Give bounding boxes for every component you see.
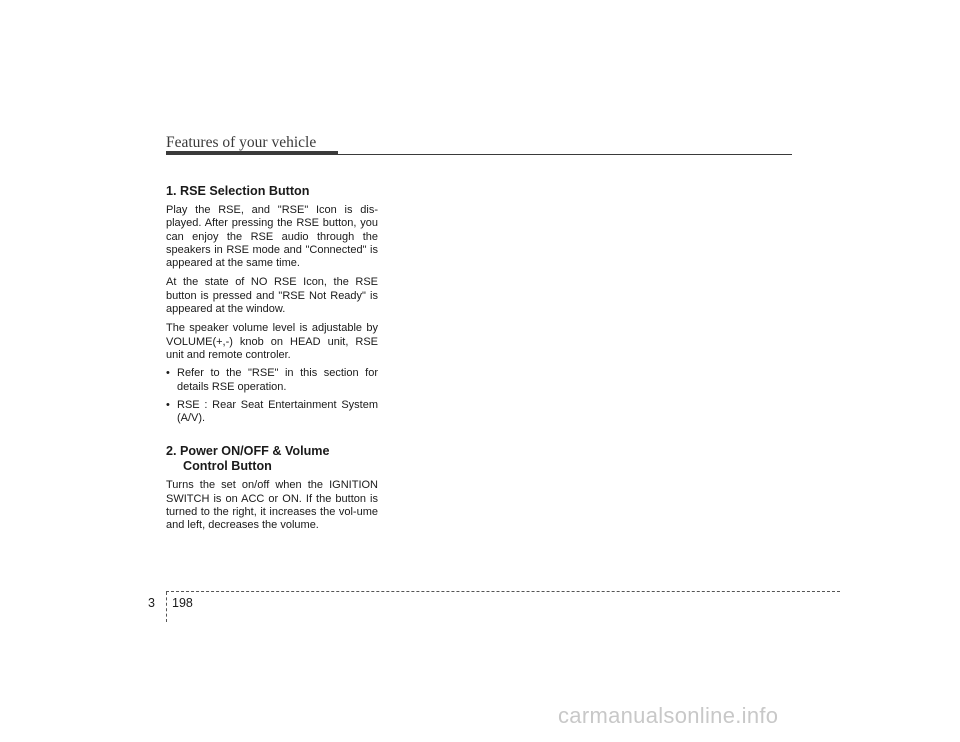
paragraph: Play the RSE, and "RSE" Icon is dis-played. After pressing the RSE button, you can enjoy the RSE audio through the speakers in RSE mode and "Connected" is appeared at the same time.: [166, 204, 378, 270]
section-heading-rse-selection: 1. RSE Selection Button: [166, 184, 310, 198]
footer-vertical-rule: [166, 592, 167, 622]
paragraph: At the state of NO RSE Icon, the RSE button is pressed and "RSE Not Ready" is appeared at the window.: [166, 276, 378, 316]
heading-line: 2. Power ON/OFF & Volume: [166, 444, 330, 459]
section-heading-power-volume: [166, 444, 378, 474]
bullet-item: [166, 367, 378, 394]
paragraph: The speaker volume level is adjustable by VOLUME(+,-) knob on HEAD unit, RSE unit and remote controler.: [166, 322, 378, 361]
content-column: [166, 184, 378, 533]
paragraph: Turns the set on/off when the IGNITION SWITCH is on ACC or ON. If the button is turned to the right, it increases the vol-ume and left, decreases the volume.: [166, 479, 378, 532]
heading-line: Control Button: [183, 459, 272, 474]
chapter-number: 3: [148, 596, 155, 610]
watermark: carmanualsonline.info: [558, 703, 779, 728]
page-header-title: Features of your vehicle: [166, 134, 317, 151]
footer-rule: [166, 591, 840, 592]
bullet-text: RSE : Rear Seat Entertainment System (A/V).: [177, 398, 378, 425]
bullet-text: Refer to the "RSE" in this section for details RSE operation.: [177, 367, 378, 393]
header-rule: [338, 154, 792, 155]
bullet-dot-icon: •: [166, 367, 170, 380]
bullet-dot-icon: •: [166, 398, 170, 411]
header-accent-bar: [166, 151, 338, 155]
page-number: 198: [172, 596, 193, 610]
bullet-item: [166, 399, 378, 426]
